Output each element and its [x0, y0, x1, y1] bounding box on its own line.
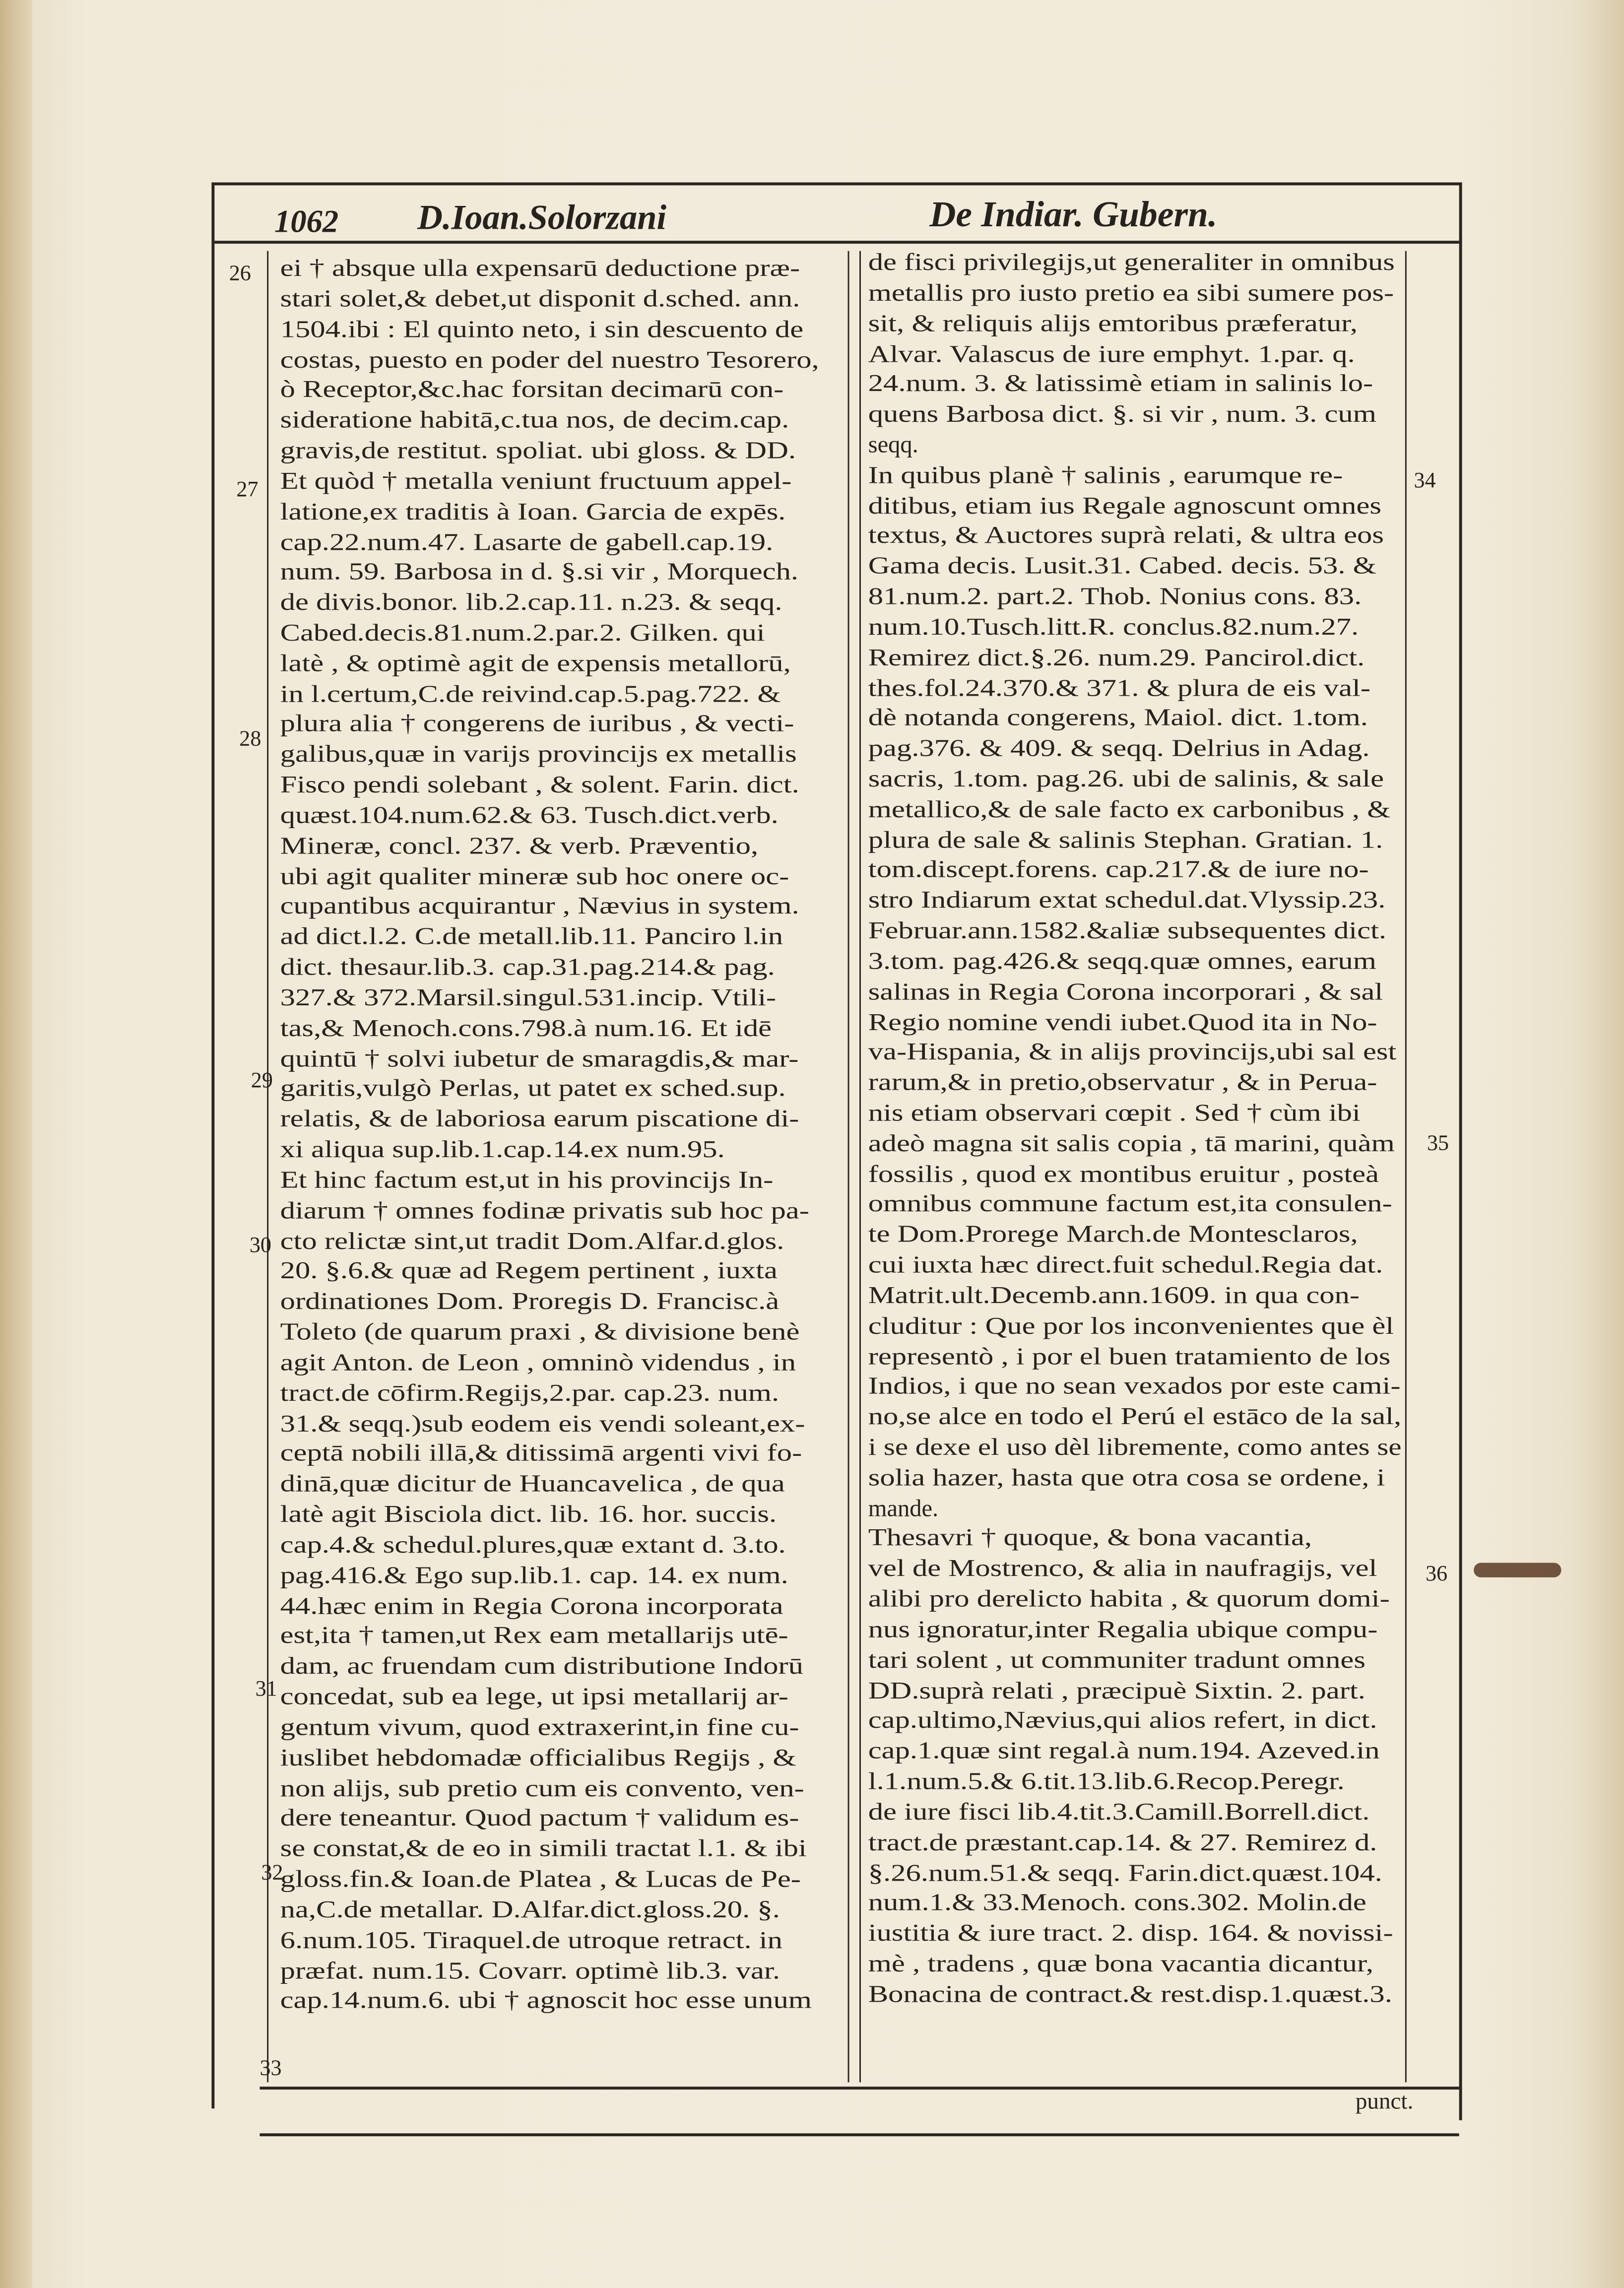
left-column-line: Mineræ, concl. 237. & verb. Præventio,: [280, 831, 759, 859]
margin-number-36: 36: [1426, 1563, 1448, 1586]
margin-number-26: 26: [229, 262, 251, 286]
footer-rule: [260, 2133, 1459, 2136]
left-column-line: Toleto (de quarum praxi , & divisione benè: [280, 1317, 800, 1346]
book-gutter: [0, 0, 32, 2288]
right-column-line: representò , i por el buen tratamiento de los: [868, 1341, 1391, 1370]
left-column-line: ordinationes Dom. Proregis D. Francisc.à: [280, 1287, 780, 1315]
left-column-line: cap.4.& schedul.plures,quæ extant d. 3.to.: [280, 1530, 786, 1559]
margin-number-28: 28: [239, 728, 261, 752]
frame-top-rule: [211, 183, 1462, 186]
right-column-line: mande.: [868, 1494, 939, 1521]
left-column-line: num. 59. Barbosa in d. §.si vir , Morquech.: [280, 558, 799, 586]
margin-number-34: 34: [1414, 469, 1436, 493]
left-column-line: na,C.de metallar. D.Alfar.dict.gloss.20. §.: [280, 1895, 780, 1923]
right-column-line: 24.num. 3. & latissimè etiam in salinis lo-: [868, 369, 1373, 397]
right-column-line: de iure fisci lib.4.tit.3.Camill.Borrell.dict.: [868, 1797, 1370, 1826]
left-column-line: stari solet,& debet,ut disponit d.sched. ann.: [280, 284, 800, 312]
right-column-line: sacris, 1.tom. pag.26. ubi de salinis, & sale: [868, 764, 1384, 792]
left-column-line: 20. §.6.& quæ ad Regem pertinent , iuxta: [280, 1257, 778, 1285]
right-column-line: mè , tradens , quæ bona vacantia dicantur,: [868, 1949, 1373, 1977]
frame-left-rule: [211, 183, 214, 2109]
left-column-line: ceptā nobili illā,& ditissimā argenti vivi fo-: [280, 1439, 802, 1467]
right-column-line: l.1.num.5.& 6.tit.13.lib.6.Recop.Peregr.: [868, 1767, 1345, 1795]
left-column-line: dere teneantur. Quod pactum † validum es-: [280, 1804, 799, 1832]
left-column-line: sideratione habitā,c.tua nos, de decim.cap.: [280, 405, 789, 434]
left-column-line: iuslibet hebdomadæ officialibus Regijs , &: [280, 1743, 796, 1771]
right-column-line: Bonacina de contract.& rest.disp.1.quæst.3.: [868, 1979, 1392, 2008]
right-column-line: Remirez dict.§.26. num.29. Pancirol.dict.: [868, 643, 1365, 671]
right-column-line: 3.tom. pag.426.& seqq.quæ omnes, earum: [868, 947, 1376, 975]
left-column-line: de divis.bonor. lib.2.cap.11. n.23. & seqq.: [280, 588, 782, 616]
left-column-line: 1504.ibi : El quinto neto, i sin descuento de: [280, 315, 804, 343]
right-column-line: thes.fol.24.370.& 371. & plura de eis val-: [868, 673, 1371, 702]
left-column-line: præfat. num.15. Covarr. optimè lib.3. var.: [280, 1956, 780, 1984]
right-column-line: no,se alce en todo el Perú el estāco de la sal,: [868, 1402, 1402, 1431]
left-column-line: se constat,& de eo in simili tractat l.1. & ibi: [280, 1834, 807, 1862]
right-column-line: DD.suprà relati , præcipuè Sixtin. 2. part.: [868, 1676, 1365, 1704]
right-column-line: stro Indiarum extat schedul.dat.Vlyssip.23.: [868, 886, 1386, 914]
margin-number-33: 33: [260, 2057, 282, 2081]
left-column-line: dict. thesaur.lib.3. cap.31.pag.214.& pag.: [280, 953, 775, 981]
left-column-line: Cabed.decis.81.num.2.par.2. Gilken. qui: [280, 618, 765, 647]
right-column-line: Thesavri † quoque, & bona vacantia,: [868, 1524, 1312, 1552]
margin-number-29: 29: [251, 1069, 273, 1093]
right-column-line: seqq.: [868, 430, 918, 458]
right-column-line: salinas in Regia Corona incorporari , & sal: [868, 977, 1383, 1005]
right-column-line: Gama decis. Lusit.31. Cabed. decis. 53. &: [868, 552, 1376, 580]
right-column-line: tari solent , ut communiter tradunt omnes: [868, 1645, 1365, 1674]
left-column-line: relatis, & de laboriosa earum piscatione di-: [280, 1105, 799, 1133]
left-column-line: cto relictæ sint,ut tradit Dom.Alfar.d.glos.: [280, 1226, 784, 1254]
left-column-line: 6.num.105. Tiraquel.de utroque retract. in: [280, 1925, 783, 1954]
title-heading: De Indiar. Gubern.: [929, 196, 1218, 235]
left-column-line: in l.certum,C.de reivind.cap.5.pag.722. &: [280, 679, 781, 708]
left-column-line: tas,& Menoch.cons.798.à num.16. Et idē: [280, 1014, 772, 1042]
right-column-line: Alvar. Valascus de iure emphyt. 1.par. q.: [868, 339, 1355, 367]
left-column-line: tract.de cōfirm.Regijs,2.par. cap.23. num.: [280, 1378, 780, 1406]
left-column-line: costas, puesto en poder del nuestro Tesorero,: [280, 345, 819, 373]
ink-smear: [1474, 1563, 1561, 1577]
right-column-line: tract.de præstant.cap.14. & 27. Remirez d.: [868, 1828, 1377, 1856]
right-column-line: cap.1.quæ sint regal.à num.194. Azeved.in: [868, 1736, 1380, 1765]
catchword: punct.: [1355, 2090, 1414, 2115]
right-column-line: alibi pro derelicto habita , & quorum domi-: [868, 1584, 1390, 1613]
right-column-line: nis etiam observari cœpit . Sed † cùm ibi: [868, 1099, 1361, 1127]
left-column-line: galibus,quæ in varijs provincijs ex metallis: [280, 740, 797, 768]
right-column-line: 81.num.2. part.2. Thob. Nonius cons. 83.: [868, 582, 1362, 610]
left-column-line: 327.& 372.Marsil.singul.531.incip. Vtili-: [280, 983, 777, 1011]
right-column-line: solia hazer, hasta que otra cosa se ordene, i: [868, 1463, 1385, 1491]
left-column-line: Et quòd † metalla veniunt fructuum appel-: [280, 466, 792, 495]
right-column-line: Matrit.ult.Decemb.ann.1609. in qua con-: [868, 1281, 1360, 1309]
left-column-line: cupantibus acquirantur , Nævius in system.: [280, 892, 799, 920]
left-column-line: ei † absque ulla expensarū deductione præ-: [280, 254, 800, 282]
header-rule: [214, 241, 1459, 244]
right-column-line: i se dexe el uso dèl libremente, como antes se: [868, 1433, 1402, 1461]
left-column-line: quintū † solvi iubetur de smaragdis,& mar-: [280, 1044, 799, 1072]
column-divider-b: [859, 251, 861, 2083]
left-column-line: est,ita † tamen,ut Rex eam metallarijs utē-: [280, 1621, 788, 1649]
right-column-line: Februar.ann.1582.&aliæ subsequentes dict.: [868, 916, 1387, 944]
left-column-line: garitis,vulgò Perlas, ut patet ex sched.sup.: [280, 1074, 786, 1103]
margin-number-31: 31: [255, 1678, 277, 1701]
column-left-inner-rule: [267, 251, 268, 2083]
author-heading: D.Ioan.Solorzani: [417, 199, 667, 238]
left-column-line: 44.hæc enim in Regia Corona incorporata: [280, 1591, 783, 1619]
left-column-line: non alijs, sub pretio cum eis convento, ven-: [280, 1773, 804, 1802]
page-number: 1062: [274, 202, 339, 240]
right-column-line: va-Hispania, & in alijs provincijs,ubi sal est: [868, 1038, 1397, 1066]
left-column-line: latè , & optimè agit de expensis metallorū,: [280, 649, 791, 677]
right-column-line: num.1.& 33.Menoch. cons.302. Molin.de: [868, 1889, 1366, 1917]
left-column-line: plura alia † congerens de iuribus , & vecti-: [280, 710, 794, 738]
right-column-line: quens Barbosa dict. §. si vir , num. 3. cum: [868, 400, 1376, 428]
left-column-line: Et hinc factum est,ut in his provincijs In-: [280, 1166, 774, 1194]
frame-right-rule: [1459, 183, 1462, 2120]
left-column-line: concedat, sub ea lege, ut ipsi metallarij ar-: [280, 1682, 789, 1710]
left-column-line: gloss.fin.& Ioan.de Platea , & Lucas de Pe-: [280, 1865, 801, 1893]
left-column-line: xi aliqua sup.lib.1.cap.14.ex num.95.: [280, 1135, 725, 1164]
right-column-line: num.10.Tusch.litt.R. conclus.82.num.27.: [868, 612, 1359, 641]
right-column-line: metallico,& de sale facto ex carbonibus , &: [868, 795, 1391, 823]
page-edge: [1579, 0, 1624, 2288]
right-column-line: nus ignoratur,inter Regalia ubique compu-: [868, 1615, 1378, 1643]
column-right-inner-rule: [1405, 251, 1407, 2083]
right-column-line: §.26.num.51.& seqq. Farin.dict.quæst.104.: [868, 1858, 1382, 1886]
left-column-line: latè agit Bisciola dict. lib. 16. hor. succis.: [280, 1500, 777, 1528]
right-column-line: pag.376. & 409. & seqq. Delrius in Adag.: [868, 734, 1370, 762]
left-column-line: diarum † omnes fodinæ privatis sub hoc pa-: [280, 1196, 809, 1224]
right-column-line: vel de Mostrenco, & alia in naufragijs, vel: [868, 1554, 1377, 1582]
column-divider-a: [848, 251, 849, 2083]
left-column-line: dam, ac fruendam cum distributione Indorū: [280, 1652, 804, 1680]
right-column-line: de fisci privilegijs,ut generaliter in omnibus: [868, 248, 1395, 276]
right-column-line: adeò magna sit salis copia , tā marini, quàm: [868, 1129, 1395, 1157]
right-column-line: Regio nomine vendi iubet.Quod ita in No-: [868, 1007, 1377, 1036]
right-column-line: te Dom.Prorege March.de Montesclaros,: [868, 1220, 1358, 1248]
right-column-line: tom.discept.forens. cap.217.& de iure no-: [868, 855, 1369, 884]
left-column-line: gravis,de restitut. spoliat. ubi gloss. & DD.: [280, 436, 796, 464]
right-column-line: plura de sale & salinis Stephan. Gratian. 1.: [868, 825, 1383, 853]
margin-number-30: 30: [249, 1234, 271, 1258]
right-column-line: metallis pro iusto pretio ea sibi sumere pos-: [868, 278, 1394, 306]
left-column-line: ò Receptor,&c.hac forsitan decimarū con-: [280, 375, 784, 403]
left-column-line: agit Anton. de Leon , omninò videndus , in: [280, 1348, 796, 1376]
right-column-line: ditibus, etiam ius Regale agnoscunt omnes: [868, 491, 1382, 519]
left-column-line: cap.14.num.6. ubi † agnoscit hoc esse unum: [280, 1986, 812, 2015]
left-column-line: gentum vivum, quod extraxerint,in fine cu-: [280, 1712, 799, 1741]
bottom-rule: [260, 2087, 1459, 2090]
margin-number-32: 32: [261, 1862, 283, 1886]
margin-number-27: 27: [236, 478, 259, 502]
left-column-line: 31.& seqq.)sub eodem eis vendi soleant,ex-: [280, 1409, 805, 1437]
right-column-line: rarum,& in pretio,observatur , & in Peruа-: [868, 1068, 1377, 1096]
right-column-line: sit, & reliquis alijs emtoribus præferatur,: [868, 309, 1358, 337]
right-column-line: cap.ultimo,Nævius,qui alios refert, in dict.: [868, 1706, 1377, 1734]
right-column-line: dè notanda congerens, Maiol. dict. 1.tom.: [868, 704, 1368, 732]
right-column-line: In quibus planè † salinis , earumque re-: [868, 460, 1343, 489]
right-column-line: fossilis , quod ex montibus eruitur , posteà: [868, 1159, 1379, 1187]
right-column-line: Indios, i que no sean vexados por este cami-: [868, 1372, 1401, 1400]
left-column-line: dinā,quæ dicitur de Huancavelica , de qua: [280, 1469, 785, 1498]
right-column-line: omnibus commune factum est,ita consulen-: [868, 1189, 1392, 1218]
right-column-line: textus, & Auctores suprà relati, & ultra eos: [868, 521, 1384, 549]
left-column-line: pag.416.& Ego sup.lib.1. cap. 14. ex num.: [280, 1561, 788, 1589]
left-column-line: Fisco pendi solebant , & solent. Farin. dict.: [280, 770, 799, 798]
right-column-line: cui iuxta hæc direct.fuit schedul.Regia dat.: [868, 1250, 1383, 1279]
left-column-line: quæst.104.num.62.& 63. Tusch.dict.verb.: [280, 801, 779, 829]
margin-number-35: 35: [1427, 1132, 1449, 1156]
right-column-line: cluditur : Que por los inconvenientes que èl: [868, 1311, 1394, 1339]
left-column-line: latione,ex traditis à Ioan. Garcia de expēs.: [280, 497, 786, 525]
left-column-line: cap.22.num.47. Lasarte de gabell.cap.19.: [280, 527, 774, 555]
left-column-line: ad dict.l.2. C.de metall.lib.11. Panciro l.in: [280, 922, 783, 951]
right-column-line: iustitia & iure tract. 2. disp. 164. & novissi-: [868, 1919, 1393, 1947]
left-column-line: ubi agit qualiter mineræ sub hoc onere oc-: [280, 861, 789, 890]
